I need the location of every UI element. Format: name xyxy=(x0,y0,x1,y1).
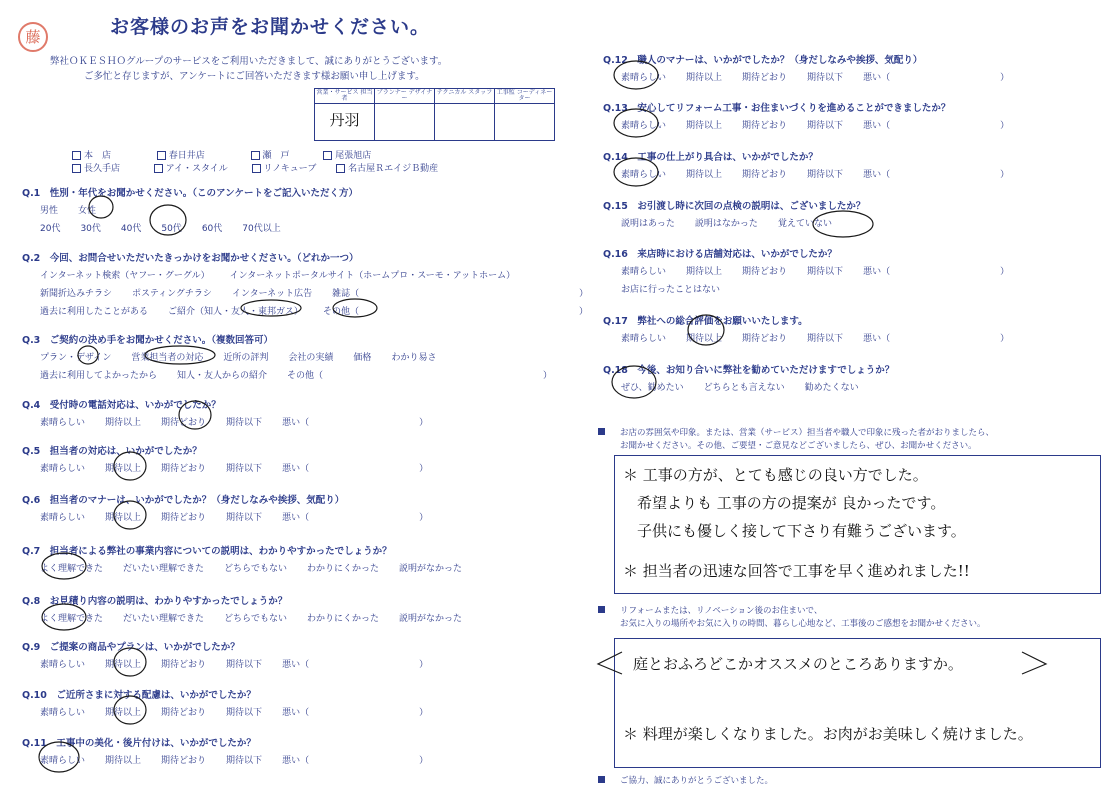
answer-option[interactable]: 近所の評判 xyxy=(223,353,269,363)
question-10-options-row xyxy=(40,705,428,718)
store-label: 尾張旭店 xyxy=(335,151,372,161)
comment1-textarea[interactable] xyxy=(614,455,1101,594)
question-label-5: Q.5 担当者の対応は、いかがでしたか？ xyxy=(22,446,202,457)
answer-option[interactable]: 40代 xyxy=(120,224,142,234)
seal-text: 藤 xyxy=(25,28,41,46)
question-3-options-row xyxy=(40,368,552,381)
comment1-line-3: 子供にも優しく接して下さり有難うございます。 xyxy=(637,522,966,540)
question-13-options-row xyxy=(621,118,1009,131)
comment1-line-4: ＊ 担当者の迅速な回答で工事を早く進めれました!! xyxy=(623,562,970,580)
question-label-15: Q.15 お引渡し時に次回の点検の説明は、ございましたか？ xyxy=(603,201,866,212)
answer-option[interactable]: 営業担当者の対応 xyxy=(131,353,204,363)
answer-option[interactable]: 悪い（ xyxy=(863,334,891,344)
answer-option[interactable]: ） xyxy=(419,660,429,670)
checkbox-icon xyxy=(336,164,345,173)
question-label-9: Q.9 ご提案の商品やプランは、いかがでしたか？ xyxy=(22,642,240,653)
checkbox-icon xyxy=(252,164,261,173)
answer-option[interactable]: ） xyxy=(1000,121,1010,131)
answer-option[interactable]: 悪い（ xyxy=(863,267,891,277)
answer-option[interactable]: だいたい理解できた xyxy=(123,614,205,624)
question-15-options-row xyxy=(621,216,852,229)
question-label-1: Q.1 性別・年代をお聞かせください。（このアンケートをご記入いただく方） xyxy=(22,188,358,199)
question-14-options-row xyxy=(621,167,1009,180)
answer-option[interactable]: 説明がなかった xyxy=(398,614,462,624)
answer-option[interactable]: どちらでもない xyxy=(224,614,287,624)
answer-option[interactable]: 期待以下 xyxy=(226,513,263,523)
checkbox-icon xyxy=(72,164,81,173)
checkbox-icon xyxy=(154,164,163,173)
answer-option[interactable]: 素晴らしい xyxy=(40,708,86,718)
answer-option[interactable]: 悪い（ xyxy=(282,660,310,670)
answer-option[interactable]: どちらとも言えない xyxy=(703,383,785,393)
question-16-options-row xyxy=(621,282,740,295)
store-label: アイ・スタイル xyxy=(165,164,228,174)
answer-option[interactable]: インターネットポータルサイト（ホームプロ・スーモ・アットホーム） xyxy=(229,271,516,281)
answer-option[interactable]: 価格 xyxy=(353,353,372,363)
answer-option[interactable]: 期待以上 xyxy=(686,334,723,344)
store-label: 名古屋ＲエイジＢ動産 xyxy=(348,164,439,174)
answer-option[interactable]: よく理解できた xyxy=(40,614,104,624)
answer-option[interactable]: 期待以上 xyxy=(105,464,142,474)
answer-option[interactable]: 素晴らしい xyxy=(40,464,86,474)
answer-option[interactable]: 素晴らしい xyxy=(40,513,86,523)
answer-option[interactable]: その他（ xyxy=(323,307,360,317)
question-7-options-row xyxy=(40,561,482,574)
answer-option[interactable]: 期待以下 xyxy=(226,464,263,474)
staff-technical-value[interactable] xyxy=(435,104,495,141)
answer-option[interactable]: 勧めたくない xyxy=(804,383,859,393)
answer-option[interactable]: 期待以上 xyxy=(105,660,142,670)
answer-option[interactable]: 素晴らしい xyxy=(621,170,667,180)
answer-option[interactable]: わかりにくかった xyxy=(306,614,379,624)
question-label-3: Q.3 ご契約の決め手をお聞かせください。（複数回答可） xyxy=(22,335,274,346)
store-label: 長久手店 xyxy=(84,164,121,174)
answer-option[interactable]: 素晴らしい xyxy=(621,121,667,131)
answer-option[interactable]: 50代 xyxy=(161,224,182,234)
answer-option[interactable]: 悪い（ xyxy=(282,464,310,474)
question-2-options-row xyxy=(40,286,588,299)
store-checkbox-istyle[interactable] xyxy=(154,164,228,174)
question-label-16: Q.16 来店時における店舗対応は、いかがでしたか？ xyxy=(603,249,837,260)
intro-line-1: 弊社ＯＫＥＳＨＯグループのサービスをご利用いただきまして、誠にありがとうございます。 xyxy=(50,56,448,67)
staff-coordinator-value[interactable] xyxy=(495,104,555,141)
answer-option[interactable]: 期待以上 xyxy=(105,513,142,523)
answer-option[interactable]: 期待どおり xyxy=(742,73,788,83)
store-row-1 xyxy=(72,148,371,161)
answer-option[interactable]: わかり易さ xyxy=(391,353,437,363)
answer-option[interactable]: 期待以下 xyxy=(807,267,844,277)
answer-option[interactable]: ぜひ、勧めたい xyxy=(621,383,684,393)
answer-option[interactable]: 70代以上 xyxy=(242,224,281,234)
question-label-12: Q.12 職人のマナーは、いかがでしたか？（身だしなみや挨拶、気配り） xyxy=(603,55,923,66)
comment2-bullet xyxy=(598,606,605,613)
question-2-options-row xyxy=(40,268,535,281)
answer-option[interactable]: ポスティングチラシ xyxy=(132,289,212,299)
staff-sales-value[interactable] xyxy=(315,104,375,141)
store-checkbox-owariasahi[interactable] xyxy=(323,151,371,161)
comment1-bullet xyxy=(598,428,605,435)
store-checkbox-nagakute[interactable] xyxy=(72,164,120,174)
checkbox-icon xyxy=(323,151,332,160)
question-label-11: Q.11 工事中の美化・後片付けは、いかがでしたか？ xyxy=(22,738,256,749)
answer-option[interactable]: ） xyxy=(419,756,429,766)
answer-option[interactable]: 期待以下 xyxy=(226,418,263,428)
answer-option[interactable]: 悪い（ xyxy=(863,73,891,83)
store-checkbox-honten[interactable] xyxy=(72,151,111,161)
answer-option[interactable]: 20代 xyxy=(40,224,61,234)
question-label-7: Q.7 担当者による弊社の事業内容についての説明は、わかりやすかったでしょうか？ xyxy=(22,546,392,557)
staff-sales-name: 丹羽 xyxy=(329,111,360,129)
question-16-options-row xyxy=(621,264,1009,277)
answer-option[interactable]: 素晴らしい xyxy=(621,334,667,344)
question-1-options-row xyxy=(40,203,116,216)
answer-option[interactable]: 期待どおり xyxy=(742,334,788,344)
answer-option[interactable]: 素晴らしい xyxy=(621,267,667,277)
question-12-options-row xyxy=(621,70,1009,83)
answer-option[interactable]: ） xyxy=(419,418,429,428)
answer-option[interactable]: 期待どおり xyxy=(161,708,207,718)
comment1-line-1: ＊ 工事の方が、とても感じの良い方でした。 xyxy=(623,466,928,484)
answer-option[interactable]: 期待どおり xyxy=(742,267,788,277)
answer-option[interactable]: 説明がなかった xyxy=(398,564,462,574)
question-1-options-row xyxy=(40,221,301,234)
answer-option[interactable]: その他（ xyxy=(287,371,324,381)
question-18-options-row xyxy=(621,380,879,393)
answer-option[interactable]: わかりにくかった xyxy=(306,564,379,574)
answer-option[interactable]: 期待以上 xyxy=(686,121,723,131)
answer-option[interactable]: よく理解できた xyxy=(40,564,104,574)
answer-option[interactable]: 悪い（ xyxy=(282,513,310,523)
staff-header-planner: プランナー デザイナー xyxy=(375,89,435,104)
answer-option[interactable]: 期待以下 xyxy=(807,334,844,344)
question-label-10: Q.10 ご近所さまに対する配慮は、いかがでしたか？ xyxy=(22,690,256,701)
question-6-options-row xyxy=(40,510,428,523)
answer-option[interactable]: 60代 xyxy=(201,224,223,234)
answer-option[interactable]: インターネット広告 xyxy=(231,289,313,299)
answer-option[interactable]: ） xyxy=(1000,334,1010,344)
comment2-textarea[interactable] xyxy=(614,638,1101,768)
answer-option[interactable]: 過去に利用してよかったから xyxy=(40,371,158,381)
checkbox-icon xyxy=(72,151,81,160)
question-label-6: Q.6 担当者のマナーは、いかがでしたか？（身だしなみや挨拶、気配り） xyxy=(22,495,345,506)
answer-option[interactable]: 悪い（ xyxy=(282,418,310,428)
answer-option[interactable]: 会社の実績 xyxy=(288,353,334,363)
answer-option[interactable]: 素晴らしい xyxy=(40,756,86,766)
answer-option[interactable]: 説明はなかった xyxy=(694,219,758,229)
answer-option[interactable]: だいたい理解できた xyxy=(123,564,205,574)
answer-option[interactable]: 期待以下 xyxy=(807,170,844,180)
checkbox-icon xyxy=(251,151,260,160)
answer-option[interactable]: プラン・デザイン xyxy=(40,353,112,363)
answer-option[interactable]: ） xyxy=(419,464,429,474)
staff-table xyxy=(314,88,555,141)
answer-option[interactable]: 期待どおり xyxy=(161,756,207,766)
answer-option[interactable]: 素晴らしい xyxy=(40,660,86,670)
store-label: 春日井店 xyxy=(168,151,205,161)
answer-option[interactable]: 新聞折込みチラシ xyxy=(40,289,113,299)
answer-option[interactable]: 期待以下 xyxy=(226,660,263,670)
answer-option[interactable]: 期待以上 xyxy=(105,708,142,718)
answer-option[interactable]: 知人・友人からの紹介 xyxy=(177,371,268,381)
staff-planner-value[interactable] xyxy=(375,104,435,141)
answer-option[interactable]: 期待以下 xyxy=(226,708,263,718)
store-checkbox-nagoya[interactable] xyxy=(336,164,438,174)
question-label-17: Q.17 弊社への総合評価をお願いいたします。 xyxy=(603,316,808,327)
footer-text: ご協力、誠にありがとうございました。 xyxy=(620,776,774,786)
question-label-13: Q.13 安心してリフォーム工事・お住まいづくりを進めることができましたか？ xyxy=(603,103,951,114)
answer-option[interactable]: 期待どおり xyxy=(161,464,207,474)
answer-option[interactable]: 期待以上 xyxy=(686,73,723,83)
page-title: お客様のお声をお聞かせください。 xyxy=(110,16,431,38)
answer-option[interactable]: 説明はあった xyxy=(621,219,675,229)
answer-option[interactable]: 期待どおり xyxy=(161,513,207,523)
store-row-2 xyxy=(72,161,438,174)
comment1-prompt-2: お聞かせください。その他、ご要望・ご意見などございましたら、ぜひ、お聞かせください。 xyxy=(620,441,977,451)
answer-option[interactable]: 悪い（ xyxy=(863,170,891,180)
question-11-options-row xyxy=(40,753,428,766)
answer-option[interactable]: 期待以上 xyxy=(686,170,723,180)
answer-option[interactable]: 期待以下 xyxy=(807,121,844,131)
answer-option[interactable]: お店に行ったことはない xyxy=(621,285,721,295)
answer-option[interactable]: 期待以上 xyxy=(105,756,142,766)
answer-option[interactable]: 悪い（ xyxy=(282,708,310,718)
answer-option[interactable]: 期待どおり xyxy=(742,170,788,180)
answer-option[interactable]: 女性 xyxy=(78,206,97,216)
question-8-options-row xyxy=(40,611,482,624)
store-checkbox-seto[interactable] xyxy=(251,151,290,161)
checkbox-icon xyxy=(157,151,166,160)
answer-option[interactable]: 期待どおり xyxy=(742,121,788,131)
answer-option[interactable]: 30代 xyxy=(80,224,101,234)
question-label-18: Q.18 今後、お知り合いに弊社を勧めていただけますでしょうか？ xyxy=(603,365,895,376)
answer-option[interactable]: 悪い（ xyxy=(282,756,310,766)
answer-option[interactable]: 素晴らしい xyxy=(621,73,667,83)
question-9-options-row xyxy=(40,657,428,670)
question-5-options-row xyxy=(40,461,428,474)
answer-option[interactable]: 覚えていない xyxy=(777,219,832,229)
answer-option[interactable]: ） xyxy=(1000,267,1010,277)
staff-header-technical: テクニカル スタッフ xyxy=(435,89,495,104)
comment2-prompt-1: リフォームまたは、リノベーション後のお住まいで、 xyxy=(620,606,823,616)
answer-option[interactable]: ） xyxy=(579,289,589,299)
answer-option[interactable]: 期待以上 xyxy=(686,267,723,277)
question-17-options-row xyxy=(621,331,1009,344)
answer-option[interactable]: ） xyxy=(579,307,589,317)
comment1-prompt-1: お店の雰囲気や印象。または、営業（サービス）担当者や職人で印象に残った者がおりましたら、 xyxy=(620,428,995,438)
question-label-14: Q.14 工事の仕上がり具合は、いかがでしたか？ xyxy=(603,152,818,163)
comment2-prompt-2: お気に入りの場所やお気に入りの時間、暮らし心地など、工事後のご感想をお聞かせください。 xyxy=(620,619,986,629)
answer-option[interactable]: 過去に利用したことがある xyxy=(40,307,149,317)
store-label: 瀬 戸 xyxy=(262,151,290,161)
answer-option[interactable]: ） xyxy=(419,513,429,523)
answer-option[interactable]: 悪い（ xyxy=(863,121,891,131)
intro-line-2: ご多忙と存じますが、アンケートにご回答いただきます様お願い申し上げます。 xyxy=(84,71,425,82)
staff-header-coordinator: 工事監 コーディネーター xyxy=(495,89,555,104)
answer-option[interactable]: ご紹介（知人・友人・東邦ガス） xyxy=(168,307,304,317)
question-2-options-row xyxy=(40,304,588,317)
question-3-options-row xyxy=(40,350,456,363)
answer-option[interactable]: 期待以上 xyxy=(105,418,142,428)
store-label: リノキューブ xyxy=(263,164,317,174)
comment2-line-2: ＊ 料理が楽しくなりました。お肉がお美味しく焼けました。 xyxy=(623,725,1033,743)
answer-option[interactable]: 男性 xyxy=(40,206,59,216)
answer-option[interactable]: ） xyxy=(419,708,429,718)
answer-option[interactable]: どちらでもない xyxy=(224,564,287,574)
store-label: 本 店 xyxy=(84,151,112,161)
store-checkbox-kasugai[interactable] xyxy=(157,151,205,161)
question-label-8: Q.8 お見積り内容の説明は、わかりやすかったでしょうか？ xyxy=(22,596,288,607)
answer-option[interactable]: インターネット検索（ヤフー・グーグル） xyxy=(40,271,210,281)
seal-stamp xyxy=(18,22,48,52)
answer-option[interactable]: 期待以下 xyxy=(226,756,263,766)
answer-option[interactable]: 期待以下 xyxy=(807,73,844,83)
answer-option[interactable]: 雑誌（ xyxy=(332,289,360,299)
answer-option[interactable]: ） xyxy=(1000,73,1010,83)
answer-option[interactable]: ） xyxy=(1000,170,1010,180)
answer-option[interactable]: 素晴らしい xyxy=(40,418,86,428)
answer-option[interactable]: ） xyxy=(543,371,553,381)
footer-bullet xyxy=(598,776,605,783)
question-4-options-row xyxy=(40,415,428,428)
question-label-2: Q.2 今回、お問合せいただいたきっかけをお聞かせください。（どれか一つ） xyxy=(22,253,359,264)
answer-option[interactable]: 期待どおり xyxy=(161,418,207,428)
store-checkbox-renocube[interactable] xyxy=(252,164,317,174)
comment2-line-1: 庭とおふろどこかオススメのところありますか。 xyxy=(633,655,963,673)
answer-option[interactable]: 期待どおり xyxy=(161,660,207,670)
staff-header-sales: 営業・サービス 担当者 xyxy=(315,89,375,104)
question-label-4: Q.4 受付時の電話対応は、いかがでしたか？ xyxy=(22,400,221,411)
comment1-line-2: 希望よりも 工事の方の提案が 良かったです。 xyxy=(637,494,946,512)
